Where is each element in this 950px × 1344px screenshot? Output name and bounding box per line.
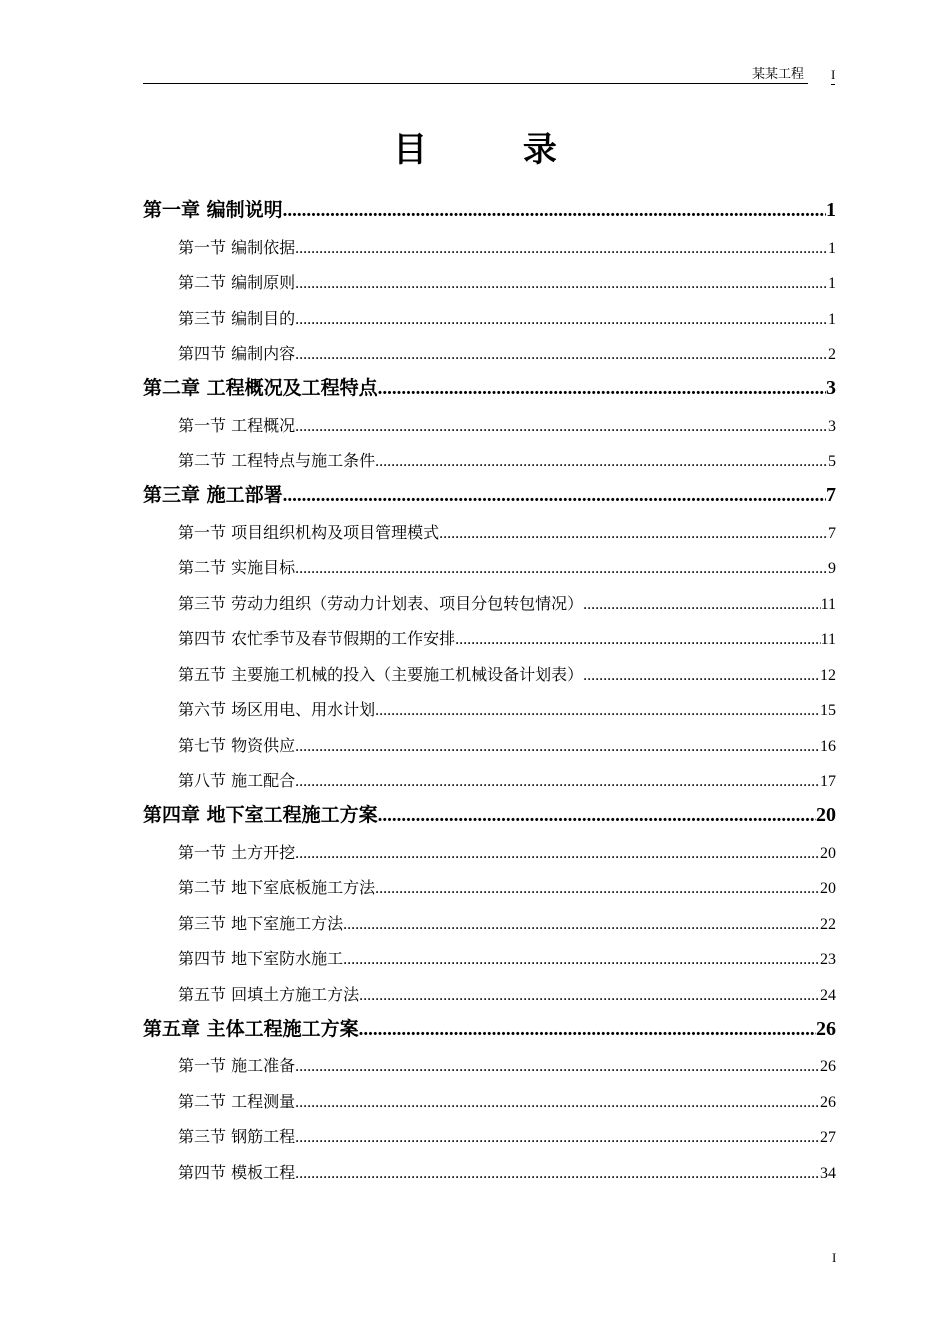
header-rule bbox=[143, 83, 808, 84]
toc-entry-page-number: 23 bbox=[820, 951, 836, 968]
toc-entry-label: 第四节 农忙季节及春节假期的工作安排 bbox=[178, 629, 456, 648]
toc-dot-leader bbox=[378, 378, 826, 404]
toc-section-entry[interactable] bbox=[143, 582, 836, 618]
toc-entry-label: 第一节 土方开挖 bbox=[178, 842, 296, 862]
toc-entry-page-number: 20 bbox=[820, 844, 836, 862]
toc-section-entry[interactable] bbox=[143, 1116, 836, 1152]
toc-dot-leader bbox=[359, 1019, 816, 1045]
toc-section-entry[interactable] bbox=[143, 1151, 836, 1187]
toc-dot-leader bbox=[295, 1129, 820, 1151]
toc-dot-leader bbox=[375, 880, 820, 902]
toc-entry-label: 第六节 场区用电、用水计划 bbox=[178, 700, 376, 719]
toc-dot-leader bbox=[295, 311, 828, 333]
toc-entry-label: 第三节 劳动力组织（劳动力计划表、项目分包转包情况） bbox=[178, 593, 584, 613]
toc-entry-label: 第二节 实施目标 bbox=[178, 558, 296, 577]
toc-entry-label: 第三节 钢筋工程 bbox=[178, 1127, 296, 1146]
toc-entry-label: 第一节 项目组织机构及项目管理模式 bbox=[178, 522, 440, 542]
toc-entry-label: 第二节 地下室底板施工方法 bbox=[178, 878, 376, 897]
toc-dot-leader bbox=[583, 596, 821, 618]
toc-entry-label: 第三节 地下室施工方法 bbox=[178, 913, 344, 933]
toc-dot-leader bbox=[283, 485, 826, 511]
table-of-contents bbox=[143, 190, 836, 1187]
toc-entry-label: 第三章 施工部署 bbox=[143, 484, 283, 506]
toc-dot-leader bbox=[295, 346, 828, 368]
toc-dot-leader bbox=[359, 987, 820, 1009]
toc-section-entry[interactable] bbox=[143, 262, 836, 298]
toc-dot-leader bbox=[295, 240, 828, 262]
toc-entry-label: 第五节 回填土方施工方法 bbox=[178, 984, 360, 1004]
toc-section-entry[interactable] bbox=[143, 618, 836, 654]
toc-entry-label: 第四章 地下室工程施工方案 bbox=[143, 804, 378, 826]
toc-entry-label: 第五节 主要施工机械的投入（主要施工机械设备计划表） bbox=[178, 664, 584, 684]
toc-section-entry[interactable] bbox=[143, 404, 836, 440]
toc-entry-page-number: 34 bbox=[820, 1164, 836, 1182]
toc-section-entry[interactable] bbox=[143, 297, 836, 333]
toc-entry-page-number: 26 bbox=[816, 1017, 836, 1040]
toc-entry-page-number: 20 bbox=[820, 880, 836, 897]
toc-entry-page-number: 1 bbox=[828, 310, 836, 328]
toc-section-entry[interactable] bbox=[143, 1045, 836, 1081]
toc-dot-leader bbox=[295, 560, 828, 582]
toc-dot-leader bbox=[343, 951, 820, 973]
toc-dot-leader bbox=[295, 845, 820, 867]
toc-dot-leader bbox=[343, 916, 820, 938]
toc-entry-page-number: 22 bbox=[820, 915, 836, 933]
toc-dot-leader bbox=[295, 738, 820, 760]
toc-section-entry[interactable] bbox=[143, 973, 836, 1009]
toc-entry-page-number: 1 bbox=[828, 275, 836, 292]
toc-entry-page-number: 12 bbox=[820, 666, 836, 684]
toc-entry-page-number: 26 bbox=[820, 1058, 836, 1075]
toc-section-entry[interactable] bbox=[143, 511, 836, 547]
toc-entry-label: 第二章 工程概况及工程特点 bbox=[143, 377, 378, 399]
toc-entry-page-number: 15 bbox=[820, 702, 836, 719]
toc-entry-label: 第二节 工程测量 bbox=[178, 1091, 296, 1111]
toc-section-entry[interactable] bbox=[143, 226, 836, 262]
toc-entry-page-number: 11 bbox=[820, 595, 836, 613]
toc-entry-label: 第七节 物资供应 bbox=[178, 735, 296, 755]
toc-chapter-entry[interactable] bbox=[143, 190, 836, 226]
toc-section-entry[interactable] bbox=[143, 547, 836, 583]
toc-entry-page-number: 3 bbox=[828, 417, 836, 435]
toc-section-entry[interactable] bbox=[143, 689, 836, 725]
toc-section-entry[interactable] bbox=[143, 902, 836, 938]
toc-entry-label: 第五章 主体工程施工方案 bbox=[143, 1017, 359, 1040]
toc-section-entry[interactable] bbox=[143, 440, 836, 476]
toc-entry-label: 第二节 工程特点与施工条件 bbox=[178, 451, 376, 470]
toc-dot-leader bbox=[295, 773, 820, 795]
toc-dot-leader bbox=[295, 275, 828, 297]
toc-entry-page-number: 2 bbox=[828, 346, 836, 363]
toc-entry-label: 第八节 施工配合 bbox=[178, 771, 296, 790]
header-page-number: I bbox=[831, 66, 835, 85]
toc-entry-label: 第四节 编制内容 bbox=[178, 344, 296, 363]
toc-entry-page-number: 20 bbox=[816, 804, 836, 826]
toc-entry-page-number: 1 bbox=[826, 199, 836, 221]
toc-section-entry[interactable] bbox=[143, 724, 836, 760]
toc-entry-page-number: 1 bbox=[828, 239, 836, 257]
toc-dot-leader bbox=[378, 805, 816, 831]
toc-entry-label: 第四节 地下室防水施工 bbox=[178, 949, 344, 968]
toc-entry-page-number: 24 bbox=[820, 986, 836, 1004]
toc-section-entry[interactable] bbox=[143, 831, 836, 867]
toc-entry-page-number: 17 bbox=[820, 773, 836, 790]
toc-dot-leader bbox=[439, 525, 828, 547]
toc-entry-page-number: 3 bbox=[826, 377, 836, 399]
toc-dot-leader bbox=[295, 1058, 820, 1080]
toc-entry-label: 第一节 施工准备 bbox=[178, 1056, 296, 1075]
toc-section-entry[interactable] bbox=[143, 653, 836, 689]
toc-entry-label: 第一节 编制依据 bbox=[178, 237, 296, 257]
toc-entry-label: 第二节 编制原则 bbox=[178, 273, 296, 292]
toc-dot-leader bbox=[295, 1094, 820, 1116]
toc-entry-page-number: 27 bbox=[820, 1129, 836, 1146]
toc-dot-leader bbox=[583, 667, 820, 689]
toc-entry-label: 第一章 编制说明 bbox=[143, 199, 283, 221]
toc-section-entry[interactable] bbox=[143, 938, 836, 974]
toc-dot-leader bbox=[295, 418, 828, 440]
toc-dot-leader bbox=[455, 631, 821, 653]
toc-title: 目 录 bbox=[393, 130, 599, 170]
toc-entry-page-number: 16 bbox=[820, 737, 836, 755]
toc-entry-label: 第四节 模板工程 bbox=[178, 1162, 296, 1182]
toc-section-entry[interactable] bbox=[143, 1080, 836, 1116]
toc-entry-page-number: 7 bbox=[828, 524, 836, 542]
toc-entry-label: 第三节 编制目的 bbox=[178, 308, 296, 328]
toc-section-entry[interactable] bbox=[143, 760, 836, 796]
header-title: 某某工程 bbox=[752, 67, 805, 82]
toc-dot-leader bbox=[295, 1165, 820, 1187]
toc-section-entry[interactable] bbox=[143, 867, 836, 903]
toc-entry-page-number: 26 bbox=[820, 1093, 836, 1111]
toc-entry-page-number: 5 bbox=[828, 453, 836, 470]
toc-entry-page-number: 11 bbox=[820, 631, 836, 648]
toc-entry-page-number: 9 bbox=[828, 560, 836, 577]
footer-page-number: I bbox=[832, 1250, 837, 1265]
toc-entry-label: 第一节 工程概况 bbox=[178, 415, 296, 435]
toc-chapter-entry[interactable] bbox=[143, 795, 836, 831]
toc-chapter-entry[interactable] bbox=[143, 1009, 836, 1045]
toc-dot-leader bbox=[283, 200, 826, 226]
toc-chapter-entry[interactable] bbox=[143, 475, 836, 511]
toc-chapter-entry[interactable] bbox=[143, 368, 836, 404]
toc-dot-leader bbox=[375, 453, 828, 475]
toc-dot-leader bbox=[375, 702, 820, 724]
toc-section-entry[interactable] bbox=[143, 333, 836, 369]
toc-entry-page-number: 7 bbox=[826, 484, 836, 506]
